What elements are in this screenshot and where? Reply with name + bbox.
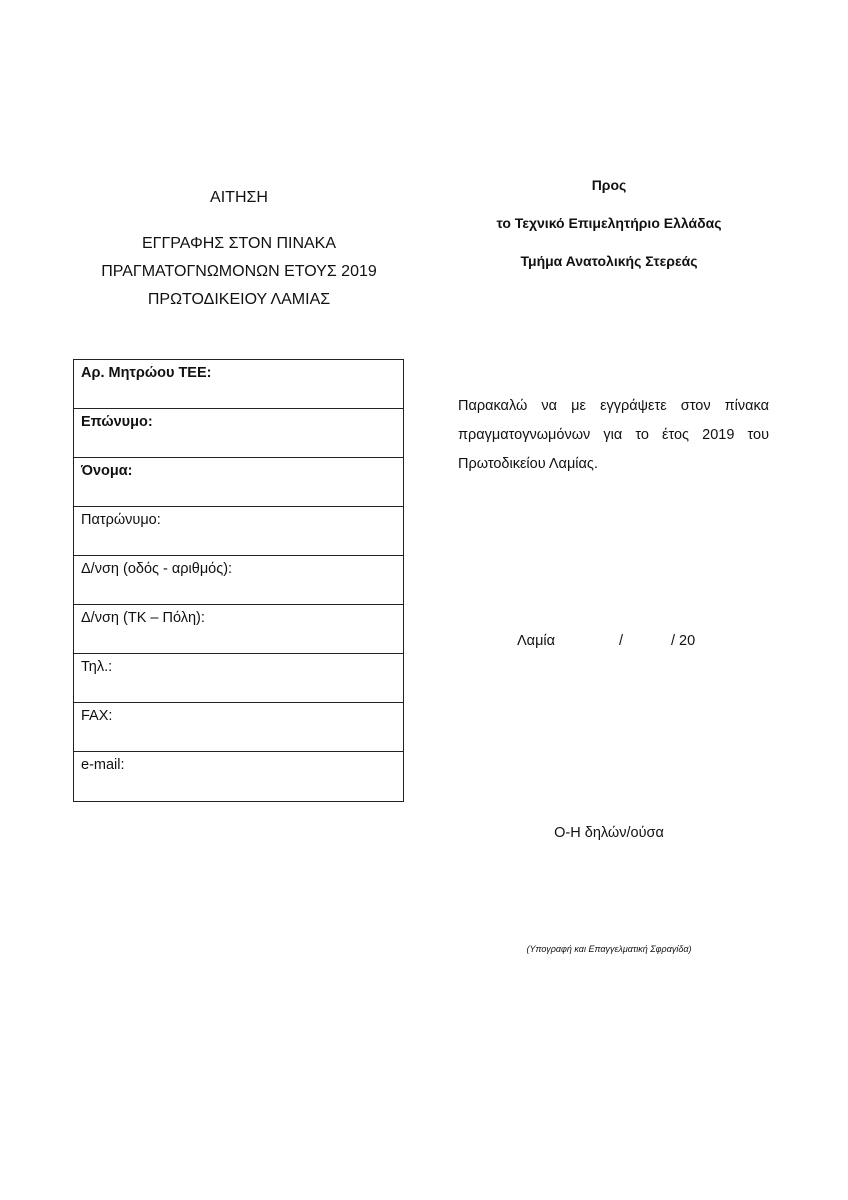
signature-note: (Υπογραφή και Επαγγελματική Σφραγίδα) bbox=[526, 944, 692, 954]
subtitle-line: ΠΡΑΓΜΑΤΟΓΝΩΜΟΝΩΝ ΕΤΟΥΣ 2019 bbox=[101, 263, 377, 280]
field-label: Δ/νση (οδός - αριθμός): bbox=[81, 561, 233, 577]
date-place: Λαμία bbox=[517, 633, 556, 649]
field-label: Όνομα: bbox=[81, 463, 133, 479]
subtitle-line: ΠΡΩΤΟΔΙΚΕΙΟΥ ΛΑΜΙΑΣ bbox=[147, 291, 331, 308]
application-title: ΑΙΤΗΣΗ bbox=[210, 189, 268, 206]
field-label: Δ/νση (ΤΚ – Πόλη): bbox=[81, 610, 205, 626]
field-label: Επώνυμο: bbox=[81, 414, 153, 430]
field-label: Τηλ.: bbox=[81, 659, 113, 675]
application-subtitle bbox=[72, 230, 406, 314]
field-address-city[interactable] bbox=[74, 605, 403, 654]
recipient-organization: το Τεχνικό Επιμελητήριο Ελλάδας bbox=[496, 215, 722, 231]
request-paragraph: Παρακαλώ να με εγγράψετε στον πίνακα πραγματογνωμόνων για το έτος 2019 του Πρωτοδικείου Λαμίας. bbox=[458, 398, 769, 472]
field-label: FAX: bbox=[81, 708, 113, 724]
recipient-to: Προς bbox=[591, 177, 627, 193]
field-label: Πατρώνυμο: bbox=[81, 512, 161, 528]
applicant-form-table bbox=[73, 359, 404, 802]
field-surname[interactable] bbox=[74, 409, 403, 458]
date-separator: / bbox=[619, 633, 624, 649]
field-label: Αρ. Μητρώου ΤΕΕ: bbox=[81, 365, 212, 381]
field-registry-number[interactable] bbox=[74, 360, 403, 409]
field-email[interactable] bbox=[74, 752, 403, 801]
recipient-department: Τμήμα Ανατολικής Στερεάς bbox=[520, 253, 698, 269]
field-fathers-name[interactable] bbox=[74, 507, 403, 556]
field-fax[interactable] bbox=[74, 703, 403, 752]
subtitle-line: ΕΓΓΡΑΦΗΣ ΣΤΟΝ ΠΙΝΑΚΑ bbox=[141, 235, 337, 252]
field-address-street[interactable] bbox=[74, 556, 403, 605]
field-first-name[interactable] bbox=[74, 458, 403, 507]
recipient-block bbox=[458, 174, 760, 288]
field-phone[interactable] bbox=[74, 654, 403, 703]
field-label: e-mail: bbox=[81, 757, 125, 773]
date-year-prefix: / 20 bbox=[671, 633, 696, 649]
declarant-label: Ο-Η δηλών/ούσα bbox=[554, 825, 664, 841]
